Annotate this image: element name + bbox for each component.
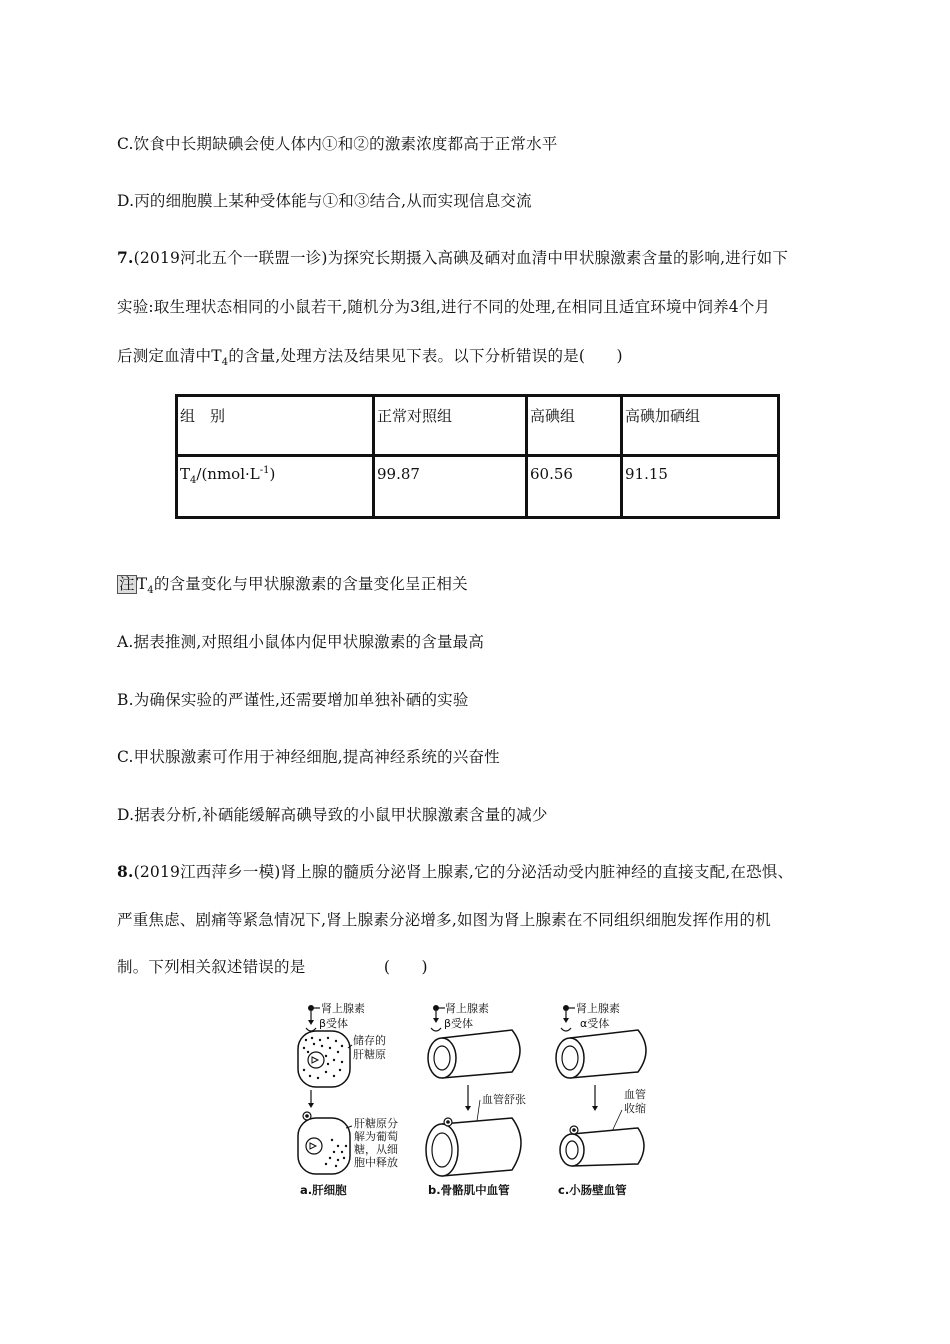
q8-figure: [290, 1000, 670, 1205]
table-cell: 99.87: [374, 456, 527, 518]
q8-line2: 严重焦虑、剧痛等紧急情况下,肾上腺素分泌增多,如图为肾上腺素在不同组织细胞发挥作用的机: [117, 911, 771, 929]
q7-table: [175, 394, 780, 519]
a-store-label-1: 储存的: [353, 1034, 386, 1047]
table-cell: 60.56: [527, 456, 622, 518]
q7-line3-a: 后测定血清中T: [117, 347, 222, 365]
row-label-sup: -1: [259, 465, 270, 476]
panel-c: [556, 1001, 646, 1197]
q7-note: [117, 572, 468, 596]
b-receptor-label: β受体: [444, 1017, 474, 1030]
arrow-down-icon: [465, 1106, 471, 1111]
q7-line3-b: 的含量,处理方法及结果见下表。以下分析错误的是( ): [228, 347, 623, 365]
c-effect-label-2: 收缩: [624, 1102, 646, 1115]
q8-text-1: (2019江西萍乡一模)肾上腺的髓质分泌肾上腺素,它的分泌活动受内脏神经的直接支配,在恐惧、: [133, 863, 794, 881]
table-header-cell: 组 别: [177, 396, 374, 456]
panel-b: [426, 1001, 526, 1197]
a-break-label-1: 肝糖原分: [354, 1117, 398, 1130]
option-c-previous: C.饮食中长期缺碘会使人体内①和②的激素浓度都高于正常水平: [117, 135, 558, 153]
c-hormone-label: 肾上腺素: [576, 1002, 620, 1015]
table-cell: 91.15: [622, 456, 779, 518]
row-label-c: ): [269, 465, 276, 483]
q7-option-c: C.甲状腺激素可作用于神经细胞,提高神经系统的兴奋性: [117, 748, 500, 766]
row-label-sub: 4: [190, 475, 197, 486]
table-header-cell: 高碘加硒组: [622, 396, 779, 456]
a-store-label-2: 肝糖原: [353, 1048, 386, 1061]
a-receptor-label: β受体: [319, 1017, 349, 1030]
c-effect-label-1: 血管: [624, 1088, 646, 1101]
hormone-dot-icon: [308, 1005, 314, 1011]
hormone-dot-icon: [563, 1005, 569, 1011]
c-caption: c.小肠壁血管: [558, 1183, 627, 1197]
table-header-cell: 高碘组: [527, 396, 622, 456]
q7-line3: [117, 344, 623, 368]
note-sub: 4: [147, 585, 154, 597]
q7-line3-sub: 4: [221, 357, 229, 369]
c-receptor-label: α受体: [580, 1017, 610, 1030]
q8-line1: [117, 860, 793, 882]
b-caption: b.骨骼肌中血管: [428, 1183, 510, 1197]
q7-option-a: A.据表推测,对照组小鼠体内促甲状腺激素的含量最高: [117, 633, 485, 651]
q7-text-1: (2019河北五个一联盟一诊)为探究长期摄入高碘及硒对血清中甲状腺激素含量的影响,进行如下: [133, 249, 789, 267]
q7-line1: [117, 246, 788, 268]
q7-option-b: B.为确保实验的严谨性,还需要增加单独补硒的实验: [117, 691, 469, 709]
receptor-icon: [431, 1028, 441, 1031]
table-header-row: [177, 396, 779, 456]
row-label-b: /(nmol·L: [196, 465, 260, 483]
arrow-down-icon: [308, 1103, 314, 1108]
a-break-label-4: 胞中释放: [354, 1156, 398, 1169]
arrow-down-icon: [592, 1106, 598, 1111]
note-a: T: [136, 575, 148, 593]
note-label: 注: [119, 575, 135, 593]
b-hormone-label: 肾上腺素: [445, 1002, 489, 1015]
table-header-cell: 正常对照组: [374, 396, 527, 456]
a-break-label-2: 解为葡萄: [354, 1130, 398, 1143]
receptor-icon: [561, 1028, 571, 1031]
b-effect-label: 血管舒张: [482, 1093, 526, 1106]
q7-option-d: D.据表分析,补硒能缓解高碘导致的小鼠甲状腺激素含量的减少: [117, 806, 548, 824]
q8-number: 8.: [117, 862, 134, 881]
panel-a: [298, 1001, 398, 1197]
table-row: [177, 456, 779, 518]
q7-number: 7.: [117, 248, 134, 267]
row-label-a: T: [180, 465, 191, 483]
option-d-previous: D.丙的细胞膜上某种受体能与①和③结合,从而实现信息交流: [117, 192, 532, 210]
q7-line2: 实验:取生理状态相同的小鼠若干,随机分为3组,进行不同的处理,在相同且适宜环境中饲养4个月: [117, 298, 771, 316]
adrenaline-mechanism-diagram: [290, 1000, 670, 1205]
a-caption: a.肝细胞: [300, 1183, 347, 1197]
note-b: 的含量变化与甲状腺激素的含量变化呈正相关: [153, 575, 468, 593]
q8-line3: 制。下列相关叙述错误的是 ( ): [117, 958, 428, 976]
hormone-dot-icon: [433, 1005, 439, 1011]
a-hormone-label: 肾上腺素: [321, 1002, 365, 1015]
table-row-label: [177, 456, 374, 518]
a-break-label-3: 糖，从细: [354, 1143, 398, 1156]
